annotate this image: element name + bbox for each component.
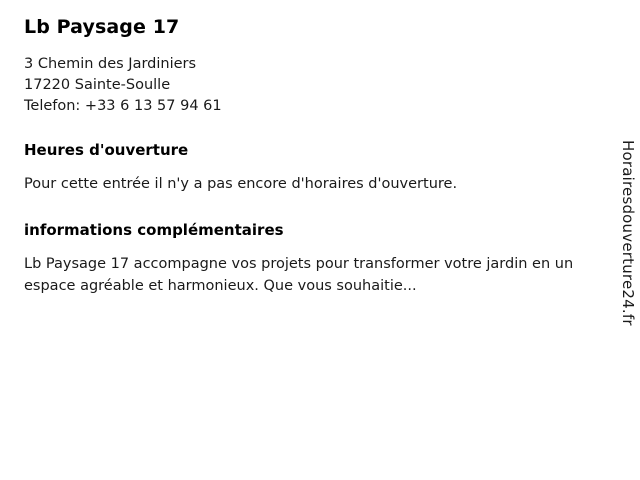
page-title: Lb Paysage 17 [24,16,180,38]
site-watermark: Horairesdouverture24.fr [619,140,637,326]
additional-info-text: Lb Paysage 17 accompagne vos projets pour transformer votre jardin en un espace agréable et harmonieux. Que vous souhaitie... [24,256,574,294]
address-phone: Telefon: +33 6 13 57 94 61 [24,98,222,114]
address-block [24,54,610,117]
main-content [24,14,610,297]
opening-hours-text: Pour cette entrée il n'y a pas encore d'horaires d'ouverture. [24,176,458,192]
address-street: 3 Chemin des Jardiniers [24,56,197,72]
additional-info-heading: informations complémentaires [24,221,284,239]
opening-hours-heading: Heures d'ouverture [24,141,189,159]
address-city: 17220 Sainte-Soulle [24,77,171,93]
